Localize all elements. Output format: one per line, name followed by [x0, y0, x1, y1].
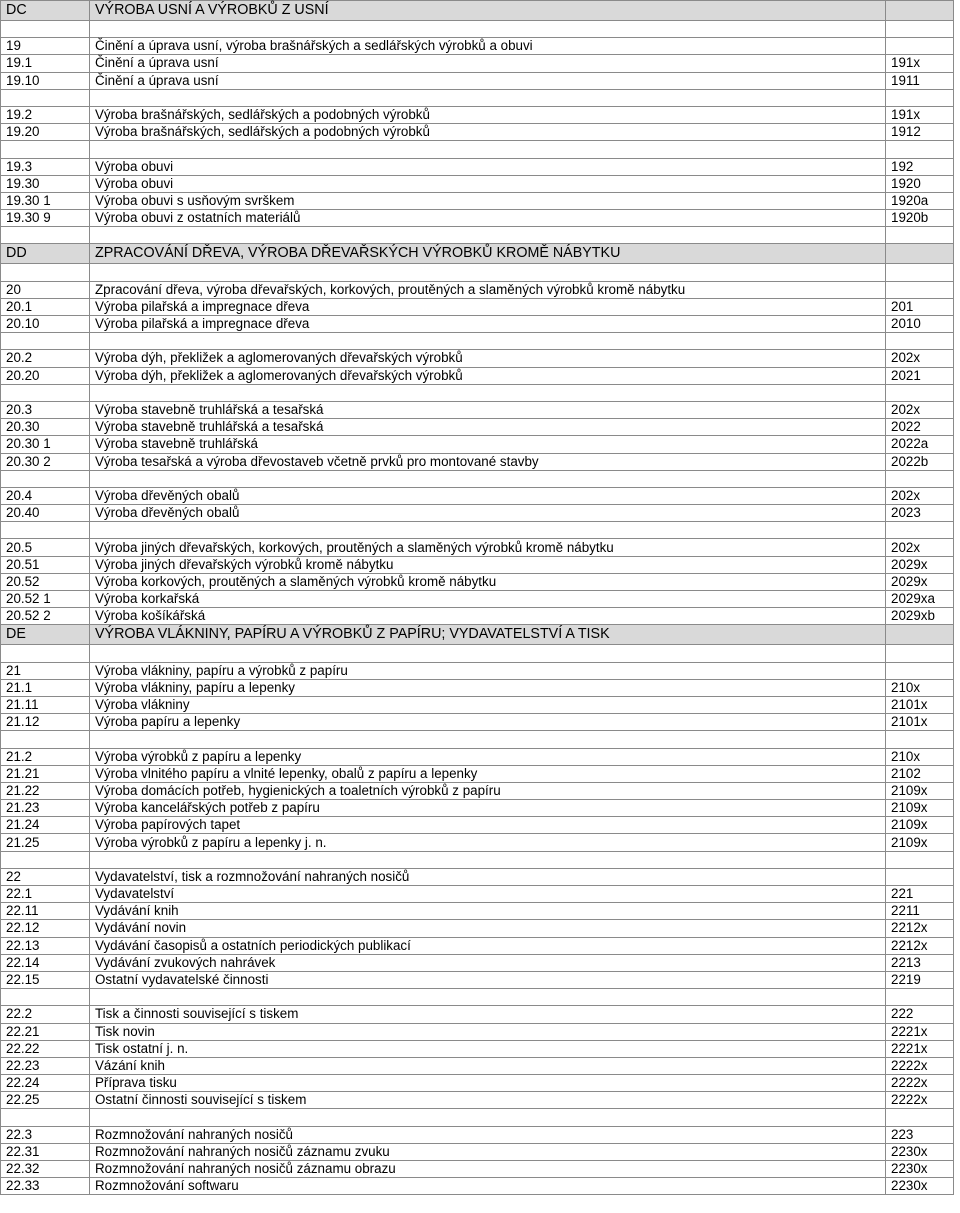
- okec-code: 2212x: [886, 937, 954, 954]
- nace-code: 22.25: [1, 1092, 90, 1109]
- activity-name: Vydavatelství: [90, 886, 886, 903]
- nace-code: 21.23: [1, 800, 90, 817]
- spacer-cell: [90, 1109, 886, 1126]
- activity-name: Výroba pilařská a impregnace dřeva: [90, 298, 886, 315]
- classification-table-body: [1, 1, 954, 1195]
- section-code: DC: [1, 1, 90, 21]
- activity-name: Vázání knih: [90, 1057, 886, 1074]
- activity-name: Ostatní činnosti související s tiskem: [90, 1092, 886, 1109]
- activity-name: Výroba dýh, překližek a aglomerovaných dřevařských výrobků: [90, 367, 886, 384]
- nace-code: 20.51: [1, 556, 90, 573]
- section-empty-cell: [886, 244, 954, 264]
- spacer-cell: [886, 522, 954, 539]
- nace-code: 22.3: [1, 1126, 90, 1143]
- table-row: [1, 834, 954, 851]
- okec-code: 2213: [886, 954, 954, 971]
- activity-name: Vydávání novin: [90, 920, 886, 937]
- table-row: [1, 38, 954, 55]
- table-row: [1, 1040, 954, 1057]
- table-row: [1, 1143, 954, 1160]
- nace-code: 22.33: [1, 1178, 90, 1195]
- nace-code: 21.24: [1, 817, 90, 834]
- okec-code: 202x: [886, 487, 954, 504]
- table-row: [1, 608, 954, 625]
- nace-code: 22.31: [1, 1143, 90, 1160]
- activity-name: Výroba brašnářských, sedlářských a podobných výrobků: [90, 124, 886, 141]
- table-row: [1, 281, 954, 298]
- activity-name: Tisk ostatní j. n.: [90, 1040, 886, 1057]
- activity-name: Výroba košíkářská: [90, 608, 886, 625]
- table-row: [1, 1057, 954, 1074]
- spacer-row: [1, 851, 954, 868]
- spacer-cell: [90, 89, 886, 106]
- spacer-cell: [90, 731, 886, 748]
- section-code: DD: [1, 244, 90, 264]
- nace-code: 22: [1, 868, 90, 885]
- okec-code: 2221x: [886, 1023, 954, 1040]
- activity-name: Tisk novin: [90, 1023, 886, 1040]
- table-row: [1, 937, 954, 954]
- activity-name: Tisk a činnosti související s tiskem: [90, 1006, 886, 1023]
- okec-code: 2230x: [886, 1178, 954, 1195]
- nace-code: 21: [1, 662, 90, 679]
- nace-code: 22.13: [1, 937, 90, 954]
- table-row: [1, 591, 954, 608]
- activity-name: Výroba kancelářských potřeb z papíru: [90, 800, 886, 817]
- table-row: [1, 679, 954, 696]
- okec-code: 192: [886, 158, 954, 175]
- okec-code: 223: [886, 1126, 954, 1143]
- spacer-cell: [1, 1109, 90, 1126]
- table-row: [1, 124, 954, 141]
- okec-code: 222: [886, 1006, 954, 1023]
- activity-name: Výroba jiných dřevařských, korkových, proutěných a slaměných výrobků kromě nábytku: [90, 539, 886, 556]
- spacer-row: [1, 731, 954, 748]
- table-row: [1, 1006, 954, 1023]
- spacer-row: [1, 1109, 954, 1126]
- spacer-cell: [886, 989, 954, 1006]
- activity-name: Výroba výrobků z papíru a lepenky j. n.: [90, 834, 886, 851]
- table-row: [1, 1075, 954, 1092]
- activity-name: Výroba obuvi s usňovým svrškem: [90, 192, 886, 209]
- table-row: [1, 487, 954, 504]
- spacer-cell: [886, 731, 954, 748]
- okec-code: 2109x: [886, 782, 954, 799]
- okec-code: [886, 38, 954, 55]
- okec-code: 2222x: [886, 1092, 954, 1109]
- activity-name: Činění a úprava usní, výroba brašnářských a sedlářských výrobků a obuvi: [90, 38, 886, 55]
- okec-code: 2029x: [886, 573, 954, 590]
- section-empty-cell: [886, 625, 954, 645]
- spacer-cell: [886, 470, 954, 487]
- nace-code: 20.3: [1, 401, 90, 418]
- okec-code: 2101x: [886, 696, 954, 713]
- table-row: [1, 782, 954, 799]
- nace-code: 21.25: [1, 834, 90, 851]
- activity-name: Výroba vlnitého papíru a vlnité lepenky, obalů z papíru a lepenky: [90, 765, 886, 782]
- activity-name: Příprava tisku: [90, 1075, 886, 1092]
- spacer-cell: [90, 333, 886, 350]
- table-row: [1, 868, 954, 885]
- okec-code: 2109x: [886, 817, 954, 834]
- table-row: [1, 298, 954, 315]
- spacer-cell: [1, 384, 90, 401]
- nace-code: 20.30: [1, 419, 90, 436]
- activity-name: Výroba pilařská a impregnace dřeva: [90, 316, 886, 333]
- okec-code: 202x: [886, 401, 954, 418]
- spacer-cell: [1, 21, 90, 38]
- okec-code: 2222x: [886, 1057, 954, 1074]
- okec-code: 2021: [886, 367, 954, 384]
- nace-code: 20: [1, 281, 90, 298]
- nace-code: 19.20: [1, 124, 90, 141]
- table-row: [1, 765, 954, 782]
- nace-code: 21.22: [1, 782, 90, 799]
- okec-code: 2230x: [886, 1161, 954, 1178]
- activity-name: Výroba jiných dřevařských výrobků kromě nábytku: [90, 556, 886, 573]
- nace-code: 22.22: [1, 1040, 90, 1057]
- table-row: [1, 662, 954, 679]
- spacer-cell: [1, 645, 90, 662]
- nace-code: 20.2: [1, 350, 90, 367]
- okec-code: 191x: [886, 55, 954, 72]
- spacer-cell: [886, 264, 954, 281]
- nace-code: 22.32: [1, 1161, 90, 1178]
- spacer-row: [1, 645, 954, 662]
- nace-code: 19.30: [1, 175, 90, 192]
- okec-code: [886, 281, 954, 298]
- nace-code: 20.52 1: [1, 591, 90, 608]
- spacer-cell: [886, 333, 954, 350]
- activity-name: Vydávání zvukových nahrávek: [90, 954, 886, 971]
- spacer-cell: [886, 89, 954, 106]
- spacer-row: [1, 141, 954, 158]
- table-row: [1, 556, 954, 573]
- spacer-row: [1, 227, 954, 244]
- spacer-cell: [1, 89, 90, 106]
- okec-code: 2029xb: [886, 608, 954, 625]
- okec-code: 1912: [886, 124, 954, 141]
- nace-code: 19.10: [1, 72, 90, 89]
- activity-name: Výroba vlákniny, papíru a výrobků z papíru: [90, 662, 886, 679]
- activity-name: Výroba tesařská a výroba dřevostaveb včetně prvků pro montované stavby: [90, 453, 886, 470]
- okec-code: 1920: [886, 175, 954, 192]
- spacer-cell: [90, 989, 886, 1006]
- spacer-cell: [1, 264, 90, 281]
- section-title: VÝROBA USNÍ A VÝROBKŮ Z USNÍ: [90, 1, 886, 21]
- okec-code: 2211: [886, 903, 954, 920]
- activity-name: Vydávání časopisů a ostatních periodických publikací: [90, 937, 886, 954]
- spacer-row: [1, 470, 954, 487]
- table-row: [1, 748, 954, 765]
- nace-code: 20.30 1: [1, 436, 90, 453]
- table-row: [1, 800, 954, 817]
- table-row: [1, 1023, 954, 1040]
- activity-name: Výroba domácích potřeb, hygienických a toaletních výrobků z papíru: [90, 782, 886, 799]
- table-row: [1, 350, 954, 367]
- table-row: [1, 210, 954, 227]
- spacer-cell: [886, 851, 954, 868]
- activity-name: Výroba papírových tapet: [90, 817, 886, 834]
- activity-name: Výroba stavebně truhlářská: [90, 436, 886, 453]
- nace-code: 22.1: [1, 886, 90, 903]
- spacer-row: [1, 384, 954, 401]
- spacer-cell: [90, 21, 886, 38]
- activity-name: Výroba dřevěných obalů: [90, 505, 886, 522]
- spacer-cell: [1, 522, 90, 539]
- okec-code: 201: [886, 298, 954, 315]
- spacer-cell: [886, 1109, 954, 1126]
- table-row: [1, 1161, 954, 1178]
- nace-code: 20.30 2: [1, 453, 90, 470]
- table-row: [1, 505, 954, 522]
- okec-code: 202x: [886, 350, 954, 367]
- okec-code: 1911: [886, 72, 954, 89]
- okec-code: 2022: [886, 419, 954, 436]
- activity-name: Činění a úprava usní: [90, 72, 886, 89]
- spacer-cell: [90, 384, 886, 401]
- nace-code: 22.11: [1, 903, 90, 920]
- activity-name: Výroba korkařská: [90, 591, 886, 608]
- table-row: [1, 367, 954, 384]
- table-row: [1, 401, 954, 418]
- nace-code: 20.4: [1, 487, 90, 504]
- nace-code: 22.14: [1, 954, 90, 971]
- nace-code: 20.1: [1, 298, 90, 315]
- table-row: [1, 453, 954, 470]
- section-header-row: [1, 244, 954, 264]
- spacer-row: [1, 21, 954, 38]
- activity-name: Výroba dýh, překližek a aglomerovaných dřevařských výrobků: [90, 350, 886, 367]
- okec-code: 2102: [886, 765, 954, 782]
- table-row: [1, 1126, 954, 1143]
- table-row: [1, 158, 954, 175]
- okec-code: [886, 662, 954, 679]
- activity-name: Výroba dřevěných obalů: [90, 487, 886, 504]
- table-row: [1, 72, 954, 89]
- spacer-cell: [90, 645, 886, 662]
- table-row: [1, 436, 954, 453]
- activity-name: Rozmnožování nahraných nosičů: [90, 1126, 886, 1143]
- section-header-row: [1, 625, 954, 645]
- activity-name: Vydavatelství, tisk a rozmnožování nahraných nosičů: [90, 868, 886, 885]
- table-row: [1, 539, 954, 556]
- spacer-cell: [90, 522, 886, 539]
- nace-code: 19.30 1: [1, 192, 90, 209]
- activity-name: Vydávání knih: [90, 903, 886, 920]
- spacer-cell: [90, 264, 886, 281]
- okec-code: 1920a: [886, 192, 954, 209]
- nace-code: 21.12: [1, 714, 90, 731]
- table-row: [1, 903, 954, 920]
- nace-code: 19.30 9: [1, 210, 90, 227]
- activity-name: Výroba obuvi: [90, 158, 886, 175]
- okec-code: 2109x: [886, 800, 954, 817]
- activity-name: Výroba stavebně truhlářská a tesařská: [90, 401, 886, 418]
- spacer-row: [1, 89, 954, 106]
- nace-code: 20.10: [1, 316, 90, 333]
- spacer-cell: [1, 227, 90, 244]
- nace-code: 19.3: [1, 158, 90, 175]
- table-row: [1, 55, 954, 72]
- activity-name: Výroba vlákniny: [90, 696, 886, 713]
- spacer-cell: [1, 333, 90, 350]
- nace-code: 22.15: [1, 971, 90, 988]
- activity-name: Výroba brašnářských, sedlářských a podobných výrobků: [90, 106, 886, 123]
- table-row: [1, 419, 954, 436]
- okec-code: 191x: [886, 106, 954, 123]
- activity-name: Výroba vlákniny, papíru a lepenky: [90, 679, 886, 696]
- okec-code: 210x: [886, 748, 954, 765]
- nace-code: 21.21: [1, 765, 90, 782]
- spacer-cell: [1, 731, 90, 748]
- nace-code: 22.2: [1, 1006, 90, 1023]
- section-title: ZPRACOVÁNÍ DŘEVA, VÝROBA DŘEVAŘSKÝCH VÝROBKŮ KROMĚ NÁBYTKU: [90, 244, 886, 264]
- nace-code: 22.23: [1, 1057, 90, 1074]
- nace-code: 19.1: [1, 55, 90, 72]
- spacer-cell: [1, 141, 90, 158]
- okec-code: 2022a: [886, 436, 954, 453]
- table-row: [1, 1092, 954, 1109]
- spacer-cell: [886, 21, 954, 38]
- section-header-row: [1, 1, 954, 21]
- nace-code: 20.20: [1, 367, 90, 384]
- table-row: [1, 920, 954, 937]
- okec-code: 2221x: [886, 1040, 954, 1057]
- activity-name: Výroba výrobků z papíru a lepenky: [90, 748, 886, 765]
- activity-name: Rozmnožování softwaru: [90, 1178, 886, 1195]
- okec-code: 221: [886, 886, 954, 903]
- activity-name: Výroba stavebně truhlářská a tesařská: [90, 419, 886, 436]
- spacer-cell: [886, 227, 954, 244]
- okec-code: 2212x: [886, 920, 954, 937]
- activity-name: Činění a úprava usní: [90, 55, 886, 72]
- okec-code: 2230x: [886, 1143, 954, 1160]
- table-row: [1, 1178, 954, 1195]
- table-row: [1, 573, 954, 590]
- spacer-cell: [886, 384, 954, 401]
- nace-code: 21.2: [1, 748, 90, 765]
- okec-code: 2219: [886, 971, 954, 988]
- spacer-row: [1, 989, 954, 1006]
- spacer-row: [1, 333, 954, 350]
- spacer-cell: [90, 227, 886, 244]
- table-row: [1, 175, 954, 192]
- spacer-cell: [90, 470, 886, 487]
- nace-code: 22.21: [1, 1023, 90, 1040]
- table-row: [1, 817, 954, 834]
- okec-code: 2109x: [886, 834, 954, 851]
- okec-code: 202x: [886, 539, 954, 556]
- okec-code: 2101x: [886, 714, 954, 731]
- spacer-cell: [90, 851, 886, 868]
- table-row: [1, 106, 954, 123]
- nace-code: 21.11: [1, 696, 90, 713]
- spacer-row: [1, 522, 954, 539]
- table-row: [1, 696, 954, 713]
- nace-code: 19.2: [1, 106, 90, 123]
- okec-code: 2222x: [886, 1075, 954, 1092]
- activity-name: Výroba papíru a lepenky: [90, 714, 886, 731]
- section-title: VÝROBA VLÁKNINY, PAPÍRU A VÝROBKŮ Z PAPÍRU; VYDAVATELSTVÍ A TISK: [90, 625, 886, 645]
- table-row: [1, 886, 954, 903]
- okec-code: 2023: [886, 505, 954, 522]
- spacer-cell: [886, 141, 954, 158]
- activity-name: Rozmnožování nahraných nosičů záznamu zvuku: [90, 1143, 886, 1160]
- nace-code: 20.40: [1, 505, 90, 522]
- spacer-row: [1, 264, 954, 281]
- nace-code: 20.52: [1, 573, 90, 590]
- okec-code: 2029x: [886, 556, 954, 573]
- nace-code: 22.24: [1, 1075, 90, 1092]
- activity-name: Zpracování dřeva, výroba dřevařských, korkových, proutěných a slaměných výrobků kromě nábytku: [90, 281, 886, 298]
- spacer-cell: [1, 470, 90, 487]
- okec-code: 210x: [886, 679, 954, 696]
- table-row: [1, 954, 954, 971]
- okec-code: 2022b: [886, 453, 954, 470]
- nace-code: 21.1: [1, 679, 90, 696]
- spacer-cell: [1, 851, 90, 868]
- spacer-cell: [1, 989, 90, 1006]
- nace-code: 20.52 2: [1, 608, 90, 625]
- okec-code: 1920b: [886, 210, 954, 227]
- spacer-cell: [886, 645, 954, 662]
- activity-name: Výroba obuvi z ostatních materiálů: [90, 210, 886, 227]
- spacer-cell: [90, 141, 886, 158]
- nace-code: 22.12: [1, 920, 90, 937]
- nace-code: 19: [1, 38, 90, 55]
- activity-name: Ostatní vydavatelské činnosti: [90, 971, 886, 988]
- table-row: [1, 192, 954, 209]
- activity-name: Výroba obuvi: [90, 175, 886, 192]
- okec-code: 2029xa: [886, 591, 954, 608]
- okec-code: [886, 868, 954, 885]
- activity-name: Rozmnožování nahraných nosičů záznamu obrazu: [90, 1161, 886, 1178]
- section-empty-cell: [886, 1, 954, 21]
- okec-code: 2010: [886, 316, 954, 333]
- section-code: DE: [1, 625, 90, 645]
- table-row: [1, 714, 954, 731]
- nace-code: 20.5: [1, 539, 90, 556]
- activity-name: Výroba korkových, proutěných a slaměných výrobků kromě nábytku: [90, 573, 886, 590]
- table-row: [1, 971, 954, 988]
- table-row: [1, 316, 954, 333]
